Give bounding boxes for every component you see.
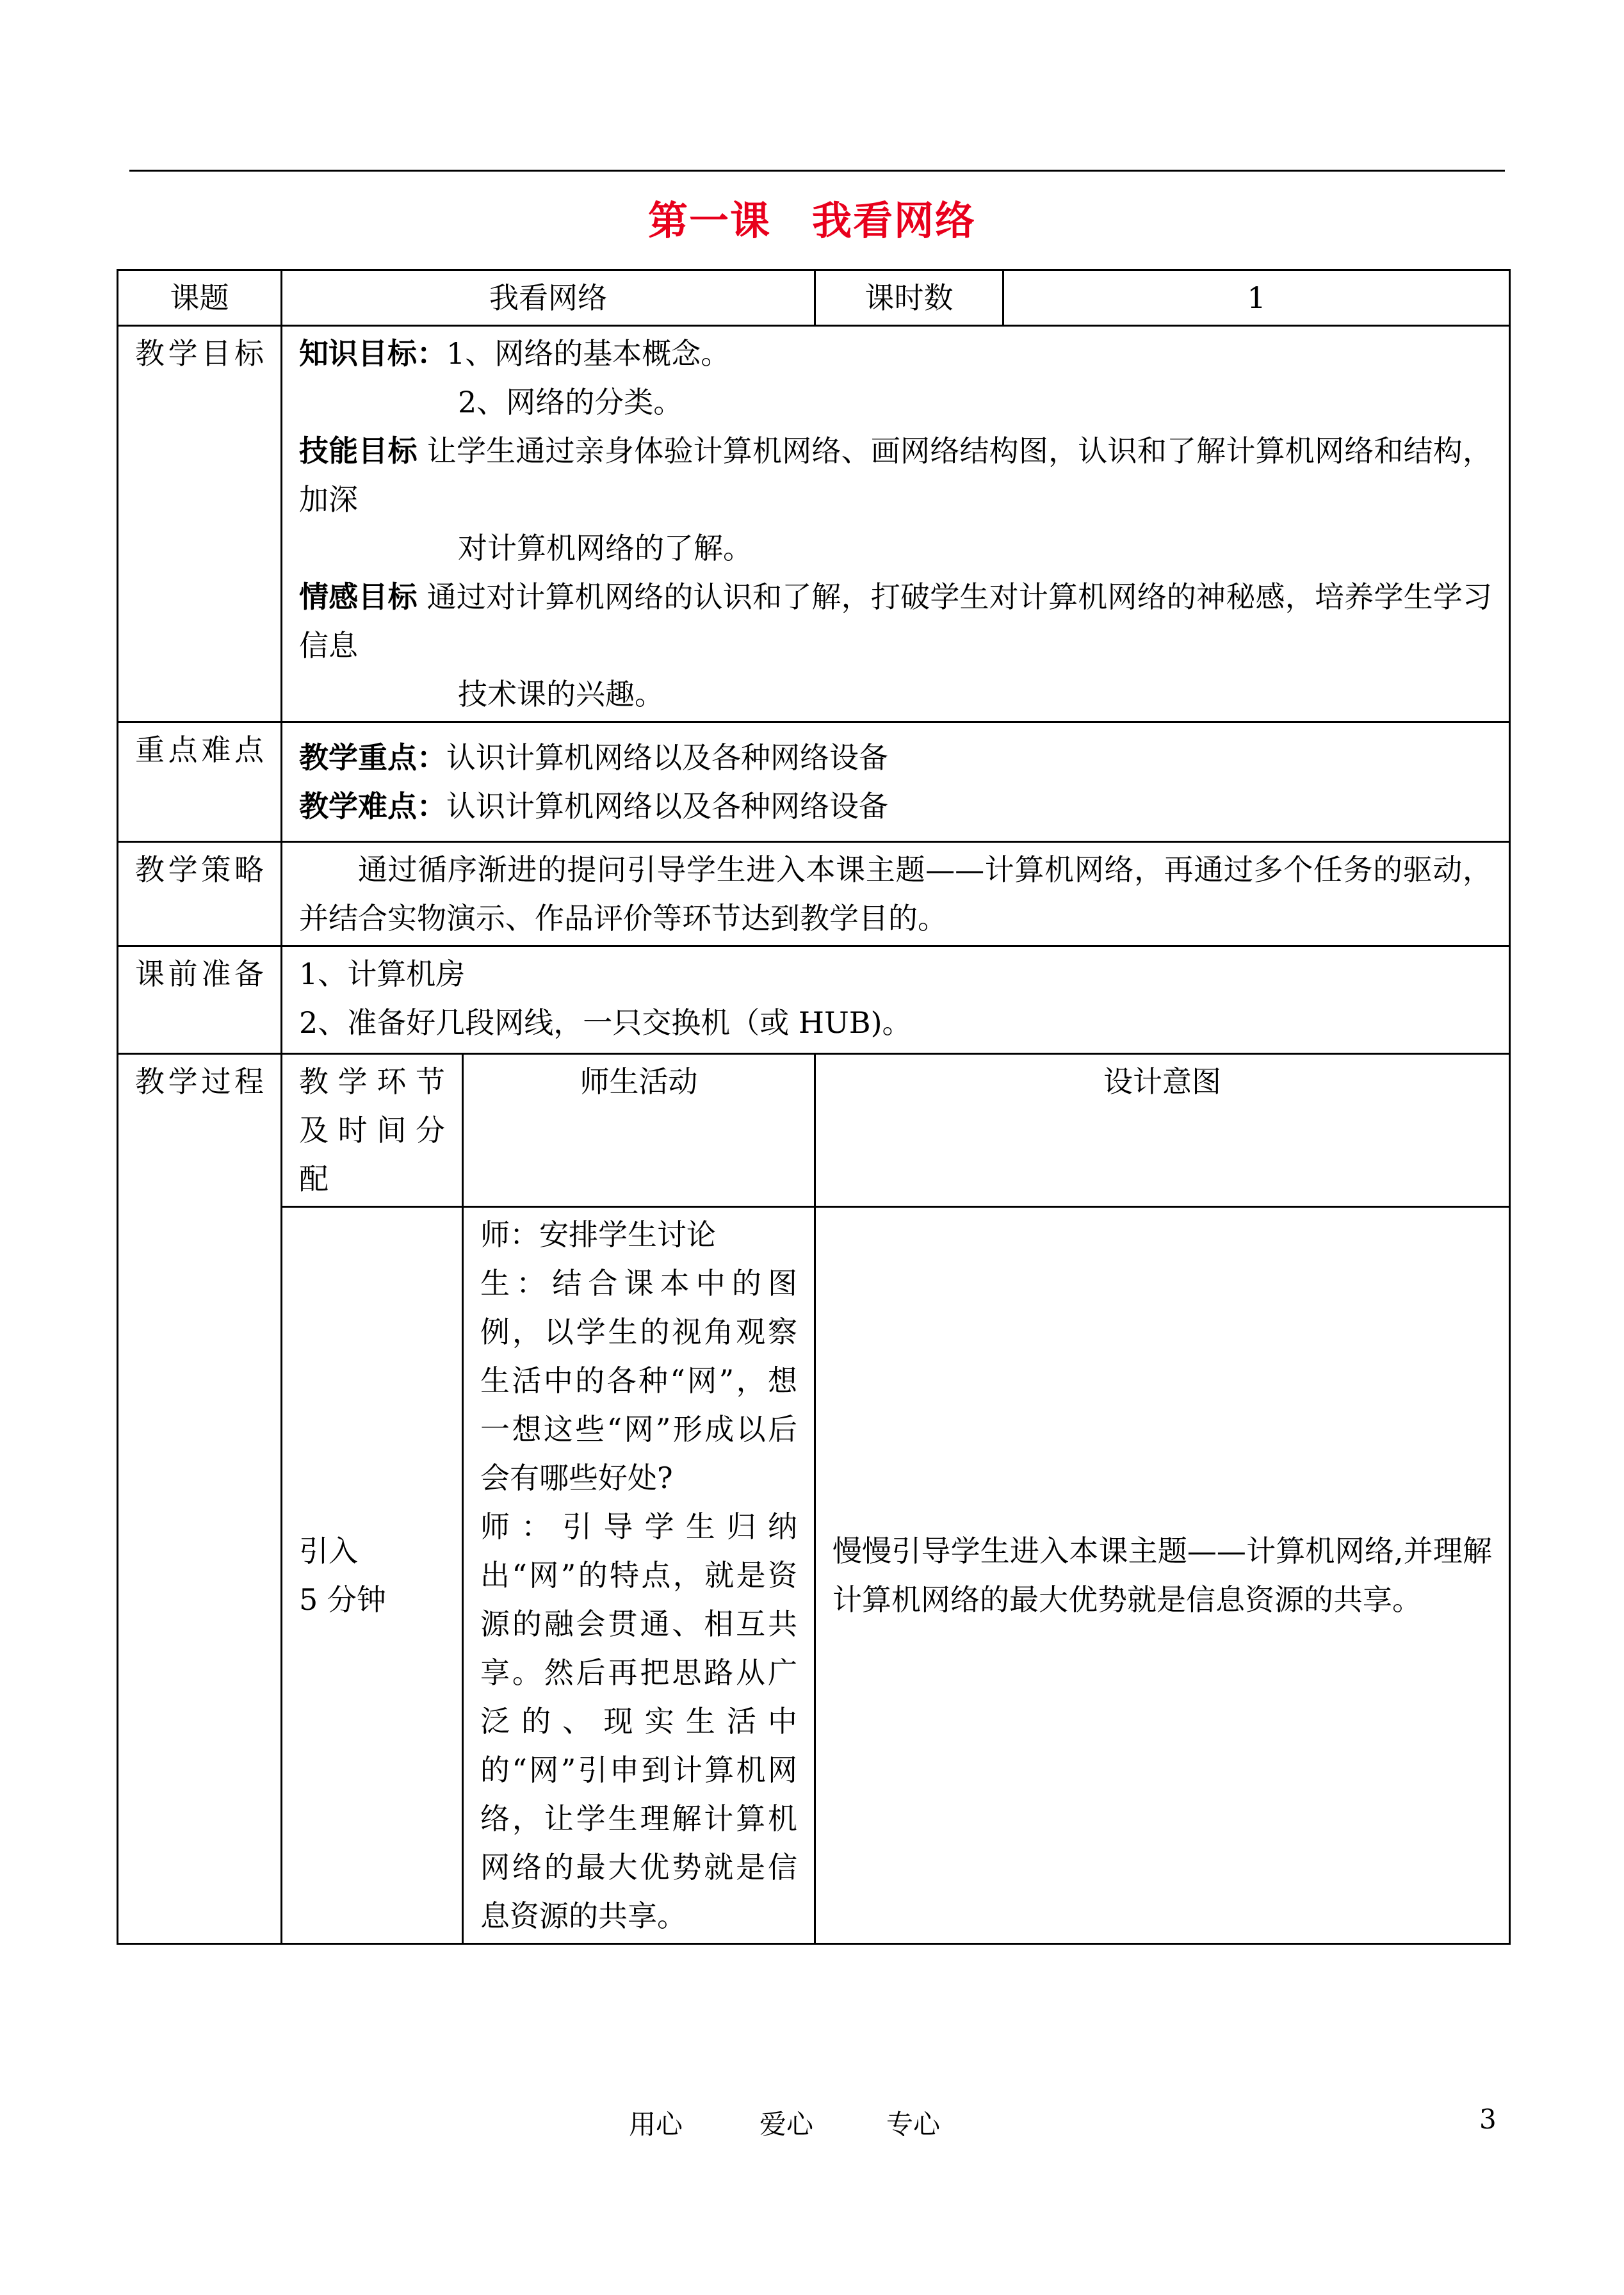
page-number: 3: [1479, 2104, 1497, 2135]
knowledge-title: 知识目标：: [299, 336, 446, 371]
difficulty-text: 认识计算机网络以及各种网络设备: [446, 789, 888, 823]
emotion-text: 通过对计算机网络的认识和了解，打破学生对计算机网络的神秘感，培养学生学习信息: [299, 580, 1493, 663]
difficulty-line: [299, 782, 1492, 831]
preparation-row: [118, 946, 1510, 1054]
stage-cell: [282, 1207, 463, 1944]
lesson-plan-table: [117, 269, 1511, 1945]
knowledge-item-2: 2、网络的分类。: [458, 385, 683, 419]
stage-header: 教学环节及时间分配: [282, 1054, 463, 1207]
emotion-continuation: 技术课的兴趣。: [458, 677, 664, 711]
skill-title: 技能目标: [299, 434, 418, 468]
preparation-content: [282, 946, 1510, 1054]
intent-cell: [815, 1207, 1510, 1944]
skill-text: 让学生通过亲身体验计算机网络、画网络结构图，认识和了解计算机网络和结构，加深: [299, 434, 1493, 517]
preparation-label: 课前准备: [118, 946, 282, 1054]
skill-paragraph: [299, 426, 1492, 524]
stage-time: 5 分钟: [299, 1582, 386, 1617]
topic-row: [118, 270, 1510, 326]
process-label: 教学过程: [118, 1054, 282, 1944]
objectives-row: [118, 326, 1510, 722]
intent-header: 设计意图: [815, 1054, 1510, 1207]
process-header-row: [118, 1054, 1510, 1207]
key-points-content: [282, 722, 1510, 842]
objectives-label: 教学目标: [118, 326, 282, 722]
strategy-content: [282, 842, 1510, 946]
focus-title: 教学重点：: [299, 740, 446, 775]
emotion-title: 情感目标: [299, 580, 418, 614]
footer-motto-1: 用心: [629, 2109, 683, 2140]
difficulty-title: 教学难点：: [299, 789, 446, 823]
topic-value: 我看网络: [282, 270, 815, 326]
skill-continuation: 对计算机网络的了解。: [458, 531, 752, 565]
process-stage-row: [118, 1207, 1510, 1944]
key-points-row: [118, 722, 1510, 842]
footer-motto-2: 爱心: [759, 2109, 814, 2140]
footer-motto-3: 专心: [886, 2109, 941, 2140]
topic-label: 课题: [118, 270, 282, 326]
strategy-text: 通过循序渐进的提问引导学生进入本课主题——计算机网络，再通过多个任务的驱动，并结合实物演示、作品评价等环节达到教学目的。: [299, 852, 1492, 936]
page-title: 第一课 我看网络: [647, 197, 976, 244]
hours-value: 1: [1003, 270, 1510, 326]
stage-name: 引入: [299, 1534, 358, 1568]
header-rule: [129, 170, 1505, 172]
intent-text: 慢慢引导学生进入本课主题——计算机网络,并理解计算机网络的最大优势就是信息资源的共享。: [832, 1534, 1492, 1617]
focus-line: [299, 733, 1492, 782]
hours-label: 课时数: [815, 270, 1003, 326]
key-points-label: 重点难点: [118, 722, 282, 842]
preparation-item-1: 1、计算机房: [299, 957, 466, 991]
objectives-content: [282, 326, 1510, 722]
activity-line-3: 师：引导学生归纳出“网”的特点，就是资源的融会贯通、相互共享。然后再把思路从广泛的、现实生活中的“网”引申到计算机网络，让学生理解计算机网络的最大优势就是信息资源的共享。: [480, 1509, 797, 1933]
knowledge-line-1: [299, 329, 1492, 378]
focus-text: 认识计算机网络以及各种网络设备: [446, 740, 888, 775]
activity-cell: [463, 1207, 815, 1944]
activity-line-1: 师：安排学生讨论: [480, 1217, 716, 1252]
strategy-row: [118, 842, 1510, 946]
preparation-item-2: 2、准备好几段网线，一只交换机（或 HUB)。: [299, 1005, 912, 1040]
activity-header: 师生活动: [463, 1054, 815, 1207]
activity-line-2: 生：结合课本中的图例，以学生的视角观察生活中的各种“网”，想一想这些“网”形成以后会有哪些好处?: [480, 1266, 797, 1495]
strategy-label: 教学策略: [118, 842, 282, 946]
emotion-paragraph: [299, 572, 1492, 670]
knowledge-item-1: 1、网络的基本概念。: [446, 336, 731, 371]
